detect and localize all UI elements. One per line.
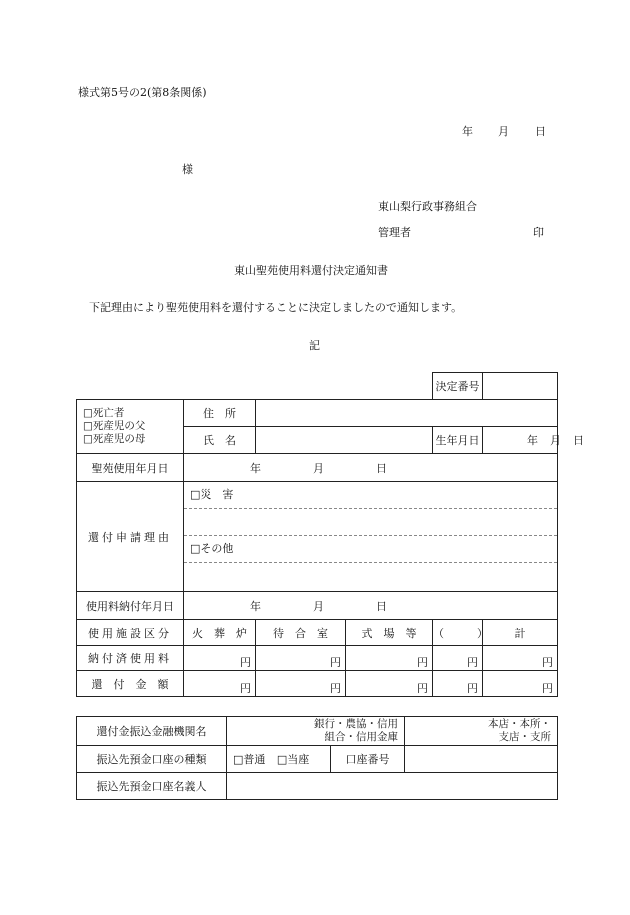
name-value[interactable] — [256, 427, 433, 454]
payment-date-value[interactable]: 年 月 日 — [184, 592, 558, 620]
checkbox-stillbirth-mother[interactable]: □死産児の母 — [83, 433, 146, 445]
checkbox-stillbirth-father[interactable]: □死産児の父 — [83, 420, 146, 432]
usage-date-value[interactable]: 年 月 日 — [184, 454, 558, 482]
branch-name-field[interactable]: 本店・本所・ 支店・支所 — [405, 717, 558, 746]
refund-table — [76, 372, 585, 697]
facility-waiting-room: 待 合 室 — [256, 620, 346, 646]
facility-ceremony-hall: 式 場 等 — [346, 620, 433, 646]
paid-fee-waiting-room[interactable]: 円 — [256, 646, 346, 671]
checkbox-ordinary[interactable]: □普通 — [233, 753, 266, 766]
reason-line-4[interactable] — [184, 563, 557, 590]
facility-cremation: 火 葬 炉 — [184, 620, 256, 646]
refund-total[interactable]: 円 — [483, 671, 558, 697]
birthdate-value[interactable]: 年 月 日 — [483, 427, 558, 454]
account-type-options[interactable] — [227, 746, 331, 773]
name-label: 氏 名 — [184, 427, 256, 454]
usage-date-label: 聖苑使用年月日 — [77, 454, 184, 482]
reason-disaster[interactable]: □災 害 — [184, 482, 557, 509]
seal-mark: 印 — [533, 226, 544, 239]
ki-heading: 記 — [309, 339, 320, 352]
body-text: 下記理由により聖苑使用料を還付することに決定しましたので通知します。 — [89, 301, 463, 314]
paid-fee-total[interactable]: 円 — [483, 646, 558, 671]
refund-cremation[interactable]: 円 — [184, 671, 256, 697]
refund-ceremony-hall[interactable]: 円 — [346, 671, 433, 697]
facility-other: （ ） — [433, 620, 483, 646]
refund-other[interactable]: 円 — [433, 671, 483, 697]
refund-waiting-room[interactable]: 円 — [256, 671, 346, 697]
paid-fee-cremation[interactable]: 円 — [184, 646, 256, 671]
account-holder-value[interactable] — [227, 773, 558, 800]
account-number-value[interactable] — [405, 746, 558, 773]
date-year: 年 — [462, 125, 473, 138]
sender-organization: 東山梨行政事務組合 — [378, 200, 477, 213]
addressee-suffix: 様 — [182, 163, 193, 176]
sender-manager: 管理者 — [378, 226, 411, 239]
reason-other[interactable]: □その他 — [184, 536, 557, 563]
checkbox-current[interactable]: □当座 — [276, 753, 310, 766]
date-day: 日 — [535, 125, 546, 138]
address-label: 住 所 — [184, 400, 256, 427]
form-number: 様式第5号の2(第8条関係) — [78, 86, 207, 99]
decision-number-value[interactable] — [483, 373, 558, 400]
document-title: 東山聖苑使用料還付決定通知書 — [234, 264, 388, 277]
refund-amount-label: 還 付 金 額 — [77, 671, 184, 697]
account-type-label: 振込先預金口座の種類 — [77, 746, 227, 773]
paid-fee-label: 納付済使用料 — [77, 646, 184, 671]
date-month: 月 — [498, 125, 509, 138]
bank-table — [76, 716, 558, 800]
checkbox-deceased[interactable]: □死亡者 — [83, 407, 125, 419]
payment-date-label: 使用料納付年月日 — [77, 592, 184, 620]
refund-reason-label: 還付申請理由 — [77, 482, 184, 592]
facility-label: 使用施設区分 — [77, 620, 184, 646]
birthdate-label: 生年月日 — [433, 427, 483, 454]
refund-reason-area[interactable] — [184, 482, 558, 592]
facility-total: 計 — [483, 620, 558, 646]
account-holder-label: 振込先預金口座名義人 — [77, 773, 227, 800]
account-number-label: 口座番号 — [331, 746, 405, 773]
paid-fee-ceremony-hall[interactable]: 円 — [346, 646, 433, 671]
decision-number-label: 決定番号 — [433, 373, 483, 400]
paid-fee-other[interactable]: 円 — [433, 646, 483, 671]
bank-label: 還付金振込金融機関名 — [77, 717, 227, 746]
reason-line-2[interactable] — [184, 509, 557, 536]
person-type-checkboxes[interactable] — [77, 400, 184, 454]
address-value[interactable] — [256, 400, 558, 427]
bank-name-field[interactable]: 銀行・農協・信用 組合・信用金庫 — [227, 717, 405, 746]
